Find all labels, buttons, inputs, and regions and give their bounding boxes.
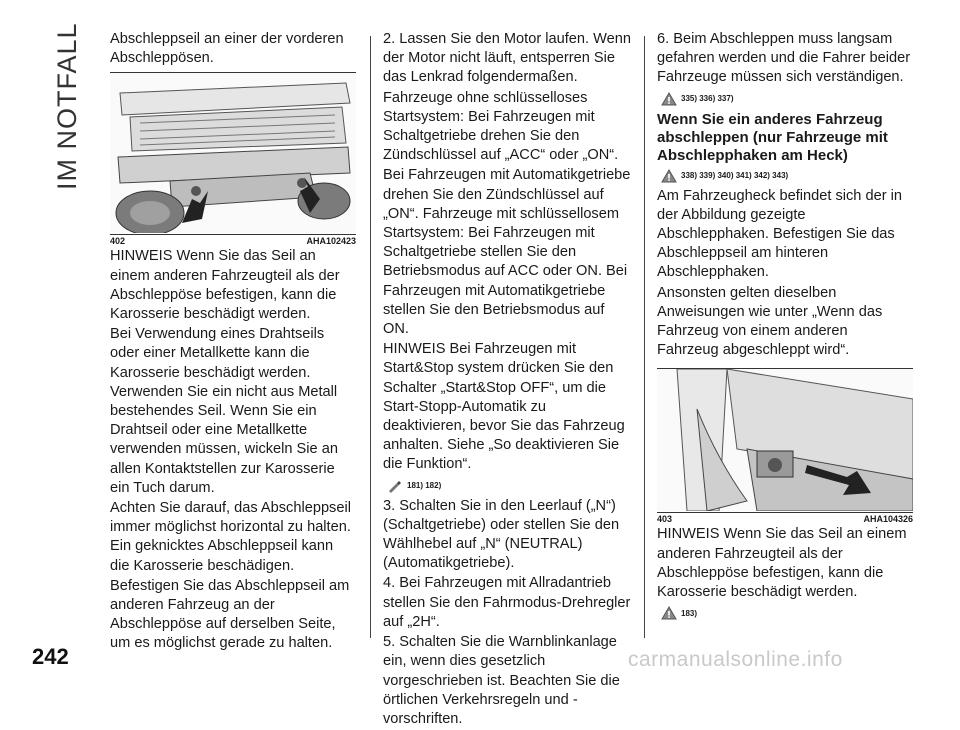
col2-paragraph-5: 3. Schalten Sie in den Leerlauf („N“) (Schaltgetriebe) oder stellen Sie den Wählhebel auf „N“ (NEUTRAL) (Automatikgetriebe).: [383, 497, 620, 572]
figure-number: 403: [657, 514, 673, 525]
watermark: carmanualsonline.info: [628, 648, 843, 671]
warning-triangle-icon: [661, 92, 677, 106]
warning-triangle-icon: [661, 169, 677, 183]
col1-paragraph-5: Befestigen Sie das Abschleppseil am anderen Fahrzeug an der Abschleppöse auf derselben Seite, um es möglichst gerade zu halten.: [110, 577, 350, 652]
section-title: [46, 22, 96, 200]
col1-paragraph-1: Abschleppseil an einer der vorderen Abschleppösen.: [110, 31, 344, 67]
figure-402-caption: [110, 234, 356, 247]
rear-tow-hook-illustration: [657, 369, 913, 511]
figure-403-caption: [657, 512, 913, 525]
pencil-note-icon: [387, 479, 403, 493]
column-3: [657, 30, 913, 624]
col3-paragraph-4: HINWEIS Wenn Sie das Seil an einem anderen Fahrzeugteil als der Abschleppöse befestigen, kann die Karosserie beschädigt werden.: [657, 526, 907, 601]
section-heading: Wenn Sie ein anderes Fahrzeug abschleppen (nur Fahrzeuge mit Abschlepphaken am Heck): [657, 110, 888, 164]
warning-triangle-icon: [661, 606, 677, 620]
col3-paragraph-1: 6. Beim Abschleppen muss langsam gefahren werden und die Fahrer beider Fahrzeuge müssen sich verständigen.: [657, 31, 911, 86]
refs-text: 338) 339) 340) 341) 342) 343): [681, 171, 789, 180]
warning-refs-335-337: [661, 89, 913, 109]
warning-refs-183: [661, 603, 913, 623]
column-2: [383, 30, 631, 730]
column-1: [110, 30, 356, 655]
figure-403: [657, 368, 913, 525]
col3-paragraph-3: Ansonsten gelten dieselben Anweisungen wie unter „Wenn das Fahrzeug von einem anderen Fahrzeug abgeschleppt wird“.: [657, 284, 883, 359]
col1-paragraph-3: Bei Verwendung eines Drahtseils oder einer Metallkette kann die Karosserie beschädigt werden. Verwenden Sie ein nicht aus Metall bestehendes Seil. Wenn Sie ein Drahtseil oder eine Metallkette verwenden müssen, wickeln Sie an allen Kontaktstellen zur Karosserie ein Tuch darum.: [110, 326, 338, 496]
col2-paragraph-1: 2. Lassen Sie den Motor laufen. Wenn der Motor nicht läuft, entsperren Sie das Lenkrad folgendermaßen.: [383, 31, 631, 86]
section-title-text: IM NOTFALL: [52, 22, 82, 190]
col1-paragraph-2: HINWEIS Wenn Sie das Seil an einem anderen Fahrzeugteil als der Abschleppöse befestigen, kann die Karosserie beschädigt werden.: [110, 248, 340, 323]
page-number: 242: [32, 644, 69, 669]
figure-number: 402: [110, 236, 126, 247]
col3-paragraph-2: Am Fahrzeugheck befindet sich der in der Abbildung gezeigte Abschlepphaken. Befestigen Sie das Abschleppseil am hinteren Abschlepphaken.: [657, 187, 902, 281]
refs-text: 183): [681, 608, 698, 618]
figure-402: [110, 72, 356, 247]
warning-refs-338-343: [661, 166, 913, 186]
col2-paragraph-3: Bei Fahrzeugen mit Automatikgetriebe drehen Sie den Zündschlüssel auf „ON“. Fahrzeuge mit schlüssellosem Startsystem: Bei Fahrzeugen mit Schaltgetriebe stellen Sie den Betriebsmodus auf ACC oder ON. Bei Fahrzeugen mit Automatikgetriebe stellen Sie den Betriebsmodus auf ON.: [383, 167, 631, 338]
refs-text: 335) 336) 337): [681, 94, 734, 103]
col2-paragraph-4: HINWEIS Bei Fahrzeugen mit Start&Stop system drücken Sie den Schalter „Start&Stop OFF“, um die Start-Stopp-Automatik zu deaktivieren, bevor Sie das Fahrzeug anhalten. Siehe „So deaktivieren Sie die Funktion“.: [383, 341, 625, 473]
figure-code: AHA104326: [863, 514, 913, 525]
refs-text: 181) 182): [407, 481, 442, 491]
front-tow-hook-illustration: [110, 73, 356, 233]
col2-paragraph-2: Fahrzeuge ohne schlüsselloses Startsystem: Bei Fahrzeugen mit Schaltgetriebe drehen Sie den Zündschlüssel auf „ACC“ oder „ON“.: [383, 89, 619, 164]
col1-paragraph-4: Achten Sie darauf, das Abschleppseil immer möglichst horizontal zu halten. Ein geknicktes Abschleppseil kann die Karosserie beschädigen.: [110, 500, 351, 574]
col2-paragraph-7: 5. Schalten Sie die Warnblinkanlage ein, wenn dies gesetzlich vorgeschrieben ist. Beachten Sie die örtlichen Verkehrsregeln und -vorschriften.: [383, 634, 620, 727]
column-divider-2: [644, 36, 645, 638]
column-divider-1: [370, 36, 371, 638]
figure-code: AHA102423: [306, 236, 356, 247]
col2-paragraph-6: 4. Bei Fahrzeugen mit Allradantrieb stellen Sie den Fahrmodus-Drehregler auf „2H“.: [383, 575, 631, 630]
note-refs-181-182: [387, 476, 631, 496]
